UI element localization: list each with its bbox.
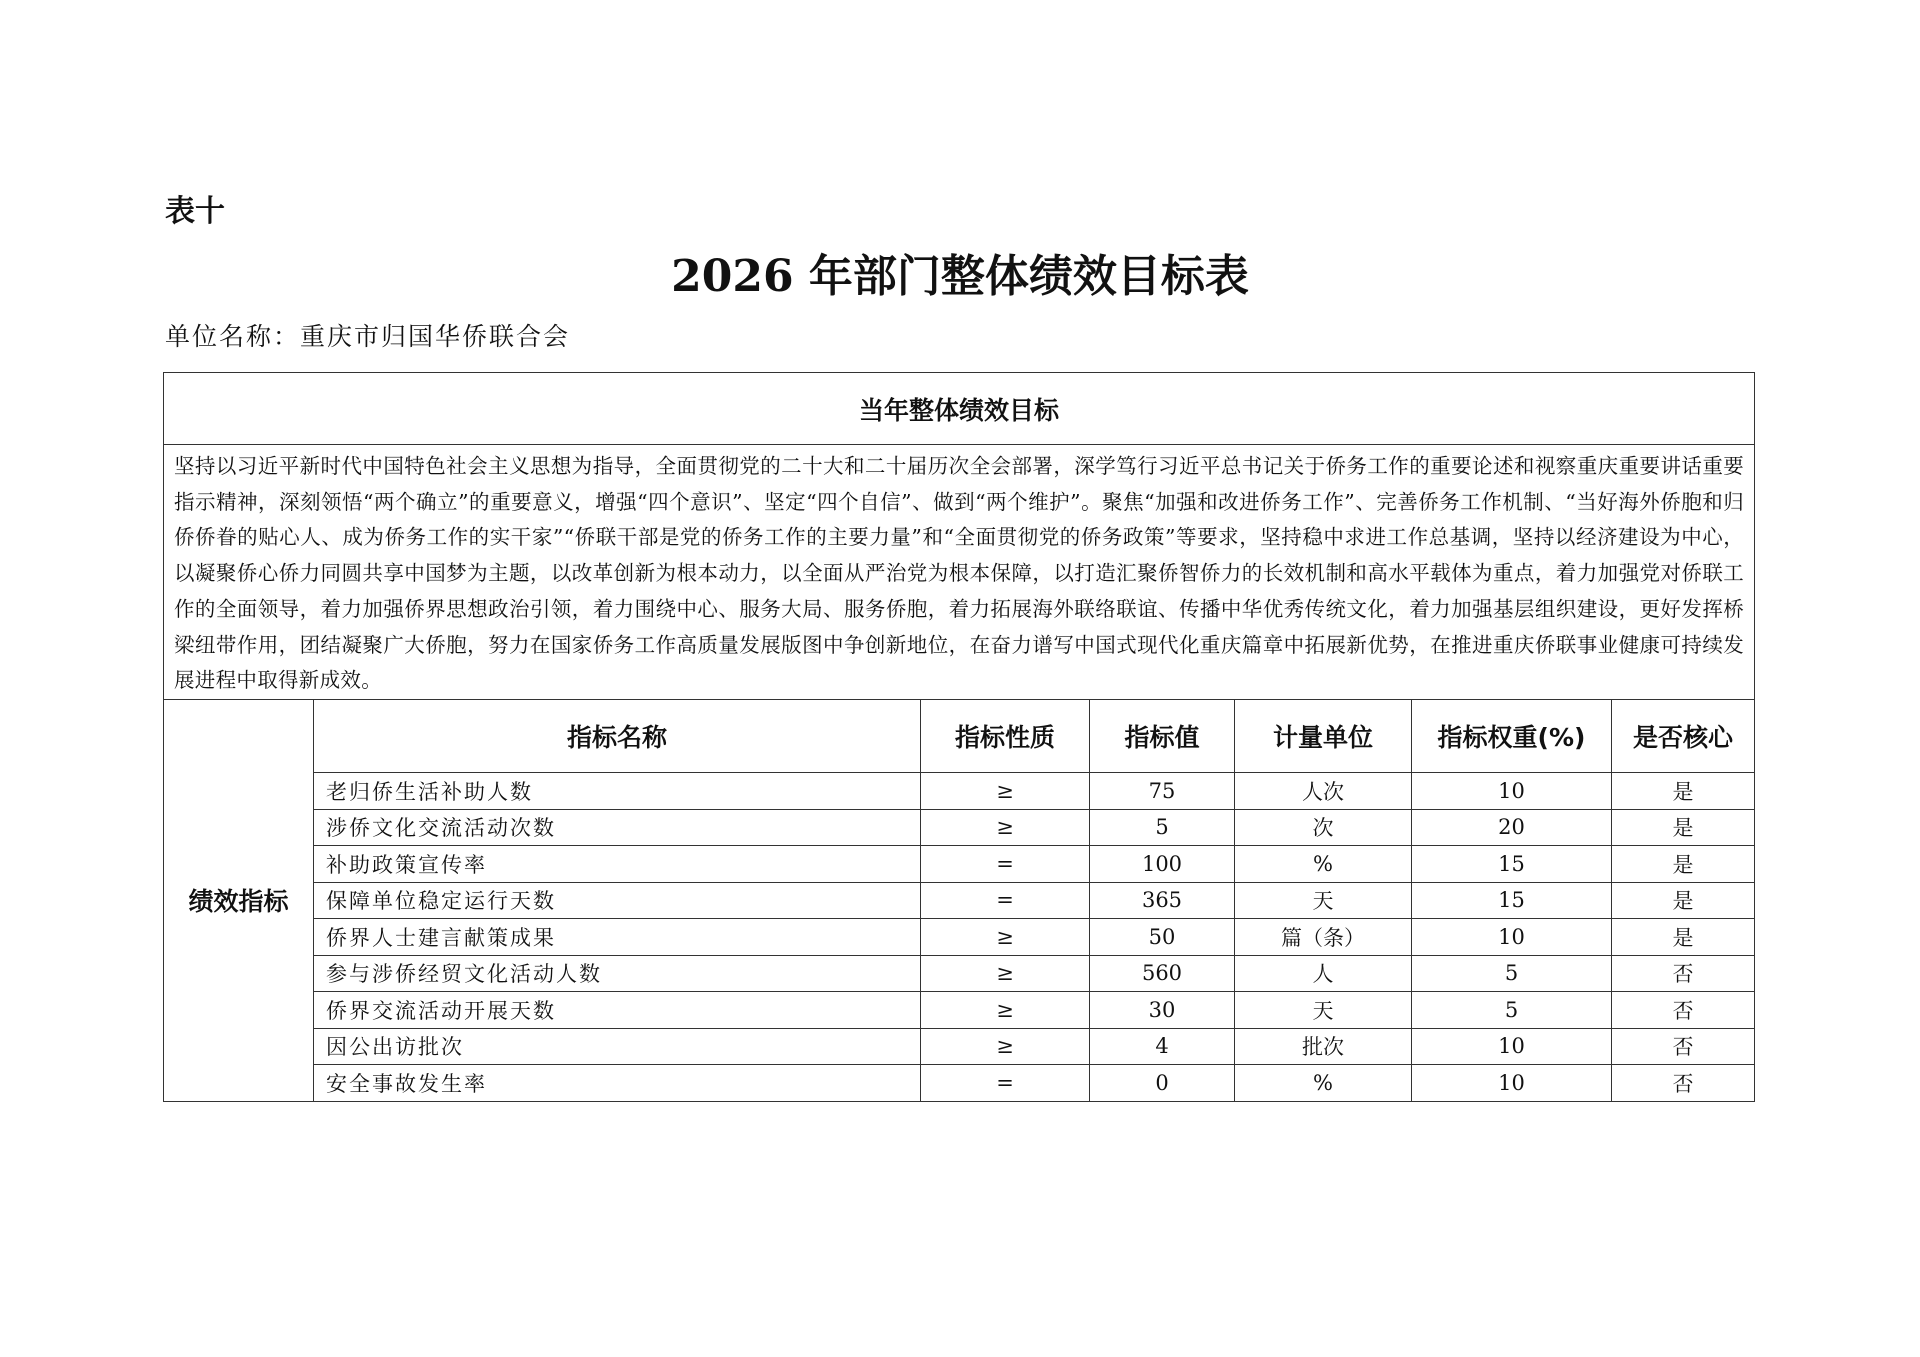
- indicator-nature: ≥: [921, 1028, 1090, 1065]
- indicator-name: 因公出访批次: [314, 1028, 921, 1065]
- indicator-value: 100: [1090, 846, 1235, 883]
- indicator-core: 否: [1612, 1028, 1755, 1065]
- indicator-value: 365: [1090, 882, 1235, 919]
- goal-text-row: [164, 445, 1755, 700]
- column-header-value: 指标值: [1090, 700, 1235, 773]
- indicator-name: 保障单位稳定运行天数: [314, 882, 921, 919]
- indicator-weight: 20: [1412, 809, 1612, 846]
- indicator-core: 是: [1612, 919, 1755, 956]
- indicator-weight: 10: [1412, 1065, 1612, 1102]
- indicator-value: 4: [1090, 1028, 1235, 1065]
- indicator-value: 560: [1090, 955, 1235, 992]
- table-row: [164, 773, 1755, 810]
- indicator-nature: ≥: [921, 955, 1090, 992]
- indicator-unit: 人: [1235, 955, 1412, 992]
- indicator-weight: 10: [1412, 1028, 1612, 1065]
- table-number-label: 表十: [165, 194, 225, 229]
- indicator-weight: 15: [1412, 882, 1612, 919]
- column-header-core: 是否核心: [1612, 700, 1755, 773]
- table-row: [164, 1065, 1755, 1102]
- indicator-nature: ≥: [921, 919, 1090, 956]
- indicator-value: 5: [1090, 809, 1235, 846]
- indicator-weight: 10: [1412, 919, 1612, 956]
- indicator-core: 是: [1612, 846, 1755, 883]
- indicator-unit: 天: [1235, 882, 1412, 919]
- indicator-nature: ≥: [921, 773, 1090, 810]
- column-header-nature: 指标性质: [921, 700, 1090, 773]
- column-header-unit: 计量单位: [1235, 700, 1412, 773]
- kpi-column-header-row: [164, 700, 1755, 773]
- table-row: [164, 1028, 1755, 1065]
- indicator-unit: %: [1235, 846, 1412, 883]
- indicator-unit: 天: [1235, 992, 1412, 1029]
- indicator-core: 否: [1612, 992, 1755, 1029]
- indicator-value: 30: [1090, 992, 1235, 1029]
- indicator-value: 75: [1090, 773, 1235, 810]
- indicator-nature: ≥: [921, 809, 1090, 846]
- unit-name-line: 单位名称：重庆市归国华侨联合会: [165, 322, 571, 351]
- table-row: [164, 992, 1755, 1029]
- goal-text: 坚持以习近平新时代中国特色社会主义思想为指导，全面贯彻党的二十大和二十届历次全会部署，深学笃行习近平总书记关于侨务工作的重要论述和视察重庆重要讲话重要指示精神，深刻领悟“两个确立”的重要意义，增强“四个意识”、坚定“四个自信”、做到“两个维护”。聚焦“加强和改进侨务工作”、完善侨务工作机制、“当好海外侨胞和归侨侨眷的贴心人、成为侨务工作的实干家”“侨联干部是党的侨务工作的主要力量”和“全面贯彻党的侨务政策”等要求，坚持稳中求进工作总基调，坚持以经济建设为中心，以凝聚侨心侨力同圆共享中国梦为主题，以改革创新为根本动力，以全面从严治党为根本保障，以打造汇聚侨智侨力的长效机制和高水平载体为重点，着力加强党对侨联工作的全面领导，着力加强侨界思想政治引领，着力围绕中心、服务大局、服务侨胞，着力拓展海外联络联谊、传播中华优秀传统文化，着力加强基层组织建设，更好发挥桥梁纽带作用，团结凝聚广大侨胞，努力在国家侨务工作高质量发展版图中争创新地位，在奋力谱写中国式现代化重庆篇章中拓展新优势，在推进重庆侨联事业健康可持续发展进程中取得新成效。: [164, 445, 1755, 700]
- indicator-name: 安全事故发生率: [314, 1065, 921, 1102]
- indicator-nature: =: [921, 846, 1090, 883]
- indicator-weight: 5: [1412, 992, 1612, 1029]
- indicator-unit: %: [1235, 1065, 1412, 1102]
- indicator-name: 参与涉侨经贸文化活动人数: [314, 955, 921, 992]
- indicator-name: 老归侨生活补助人数: [314, 773, 921, 810]
- table-row: [164, 919, 1755, 956]
- goal-heading: 当年整体绩效目标: [164, 373, 1755, 445]
- performance-target-table: [163, 372, 1755, 1102]
- indicator-weight: 10: [1412, 773, 1612, 810]
- document-title: 2026 年部门整体绩效目标表: [671, 251, 1249, 302]
- indicator-nature: =: [921, 1065, 1090, 1102]
- indicator-nature: =: [921, 882, 1090, 919]
- indicator-name: 补助政策宣传率: [314, 846, 921, 883]
- indicator-unit: 人次: [1235, 773, 1412, 810]
- indicator-unit: 篇（条）: [1235, 919, 1412, 956]
- table-row: [164, 846, 1755, 883]
- indicator-core: 否: [1612, 955, 1755, 992]
- indicator-unit: 批次: [1235, 1028, 1412, 1065]
- indicator-name: 涉侨文化交流活动次数: [314, 809, 921, 846]
- kpi-section-label: 绩效指标: [164, 700, 314, 1102]
- indicator-core: 是: [1612, 773, 1755, 810]
- table-row: [164, 882, 1755, 919]
- indicator-core: 是: [1612, 809, 1755, 846]
- column-header-weight: 指标权重(%): [1412, 700, 1612, 773]
- table-row: [164, 809, 1755, 846]
- column-header-name: 指标名称: [314, 700, 921, 773]
- indicator-core: 否: [1612, 1065, 1755, 1102]
- indicator-unit: 次: [1235, 809, 1412, 846]
- indicator-value: 50: [1090, 919, 1235, 956]
- goal-header-row: [164, 373, 1755, 445]
- indicator-weight: 15: [1412, 846, 1612, 883]
- indicator-nature: ≥: [921, 992, 1090, 1029]
- table-row: [164, 955, 1755, 992]
- indicator-weight: 5: [1412, 955, 1612, 992]
- indicator-name: 侨界人士建言献策成果: [314, 919, 921, 956]
- indicator-name: 侨界交流活动开展天数: [314, 992, 921, 1029]
- indicator-value: 0: [1090, 1065, 1235, 1102]
- indicator-core: 是: [1612, 882, 1755, 919]
